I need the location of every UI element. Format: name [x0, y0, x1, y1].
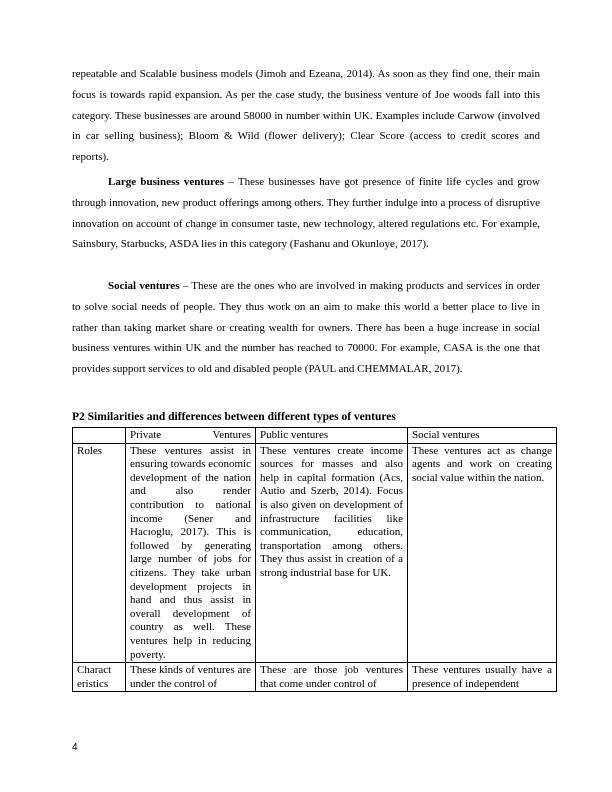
table-cell-public: These ventures create income sources for masses and also help in capital formation (Acs, Autio and Szerb, 2014). Focus is also given on development of infrastructure facilities like communication, education, transportation among others. They thus assist in creation of a strong industrial base for UK.: [256, 443, 408, 663]
row-label: Roles: [73, 443, 126, 663]
page-number: 4: [72, 742, 78, 753]
table-header-row: [73, 428, 557, 444]
table-cell-private: These kinds of ventures are under the control of: [126, 663, 256, 692]
paragraph-body: – These businesses have got presence of finite life cycles and grow through innovation, new product offerings among others. They further indulge into a process of disruptive innovation on account of change in consumer taste, new technology, altered regulations etc. For example, Sainsbury, Starbucks, ASDA lies in this category (Fashanu and Okunloye, 2017).: [72, 176, 540, 251]
paragraph-social-ventures: [72, 276, 540, 380]
paragraph-scalable-ventures: repeatable and Scalable business models (Jimoh and Ezeana, 2014). As soon as they find one, their main focus is towards rapid expansion. As per the case study, the business venture of Joe woods fall into this category. These businesses are around 58000 in number within UK. Examples include Carwow (involved in car selling business); Bloom & Wild (flower delivery); Clear Score (access to credit scores and reports).: [72, 68, 540, 164]
term-social-ventures: Social ventures: [108, 280, 180, 292]
paragraph-body: – These are the ones who are involved in making products and services in order to solve social needs of people. They thus work on an aim to make this world a better place to live in rather than taking market share or creating wealth for owners. There has been a huge increase in social business ventures within UK and the number has reached to 70000. For example, CASA is the one that provides support services to old and disabled people (PAUL and CHEMMALAR, 2017).: [72, 280, 540, 376]
paragraph-large-business-ventures: [72, 172, 540, 255]
row-label: Charact eristics: [73, 663, 126, 692]
header-cell-social: Social ventures: [408, 428, 557, 444]
section-heading: P2 Similarities and differences between different types of ventures: [72, 411, 396, 423]
ventures-comparison-table: [72, 427, 557, 692]
table-cell-public: These are those job ventures that come under control of: [256, 663, 408, 692]
header-cell-private: Private Ventures: [126, 428, 256, 444]
table-row: [73, 443, 557, 663]
table-cell-social: These ventures act as change agents and work on creating social value within the nation.: [408, 443, 557, 663]
table-cell-private: These ventures assist in ensuring towards economic development of the nation and also render contribution to national income (Sener and Hacıoglu, 2017). This is followed by generating large number of jobs for citizens. They take urban development projects in hand and thus assist in overall development of country as well. These ventures help in reducing poverty.: [126, 443, 256, 663]
term-large-business-ventures: Large business ventures: [108, 176, 224, 188]
table-cell-social: These ventures usually have a presence of independent: [408, 663, 557, 692]
header-cell-public: Public ventures: [256, 428, 408, 444]
header-cell-empty: [73, 428, 126, 444]
table-row: [73, 663, 557, 692]
